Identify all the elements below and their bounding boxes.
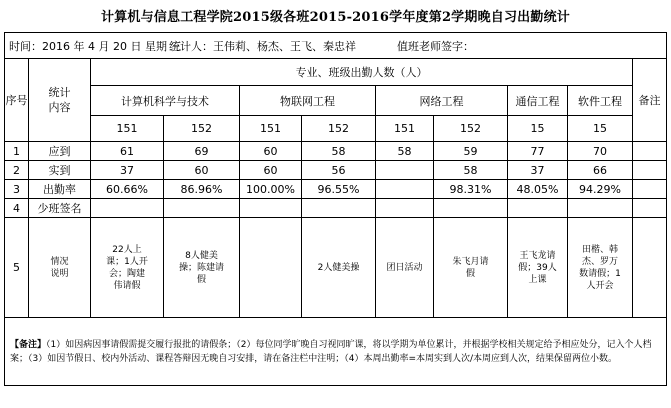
class-size: 15 (508, 116, 568, 142)
cell-value: 86.96% (164, 180, 240, 199)
cell-value (376, 180, 434, 199)
table-row (5, 218, 667, 318)
class-size: 151 (240, 116, 302, 142)
cell-value (376, 161, 434, 180)
cell-value: 8人健美 操；陈建请 假 (164, 218, 240, 318)
table-row (5, 199, 667, 218)
cell-value: 61 (91, 142, 164, 161)
stat-person-info: 统计人：王伟莉、杨杰、王飞、秦忠祥 (169, 39, 356, 53)
remark-cell (633, 218, 667, 318)
cell-value (240, 199, 302, 218)
cell-value (240, 218, 302, 318)
cell-value: 100.00% (240, 180, 302, 199)
cell-value: 60 (164, 161, 240, 180)
cell-value: 60 (240, 142, 302, 161)
cell-value: 66 (568, 161, 633, 180)
cell-value: 59 (434, 142, 508, 161)
remark-cell (633, 199, 667, 218)
major-header: 软件工程 (568, 86, 633, 116)
cell-value: 96.55% (302, 180, 376, 199)
cell-value: 团日活动 (376, 218, 434, 318)
date-info: 时间：2016 年 4 月 20 日 星期 三 (9, 39, 182, 53)
cell-value (164, 199, 240, 218)
cell-value: 58 (376, 142, 434, 161)
cell-value (91, 199, 164, 218)
cell-value: 77 (508, 142, 568, 161)
row-number: 4 (5, 199, 29, 218)
class-size: 151 (91, 116, 164, 142)
class-size: 151 (376, 116, 434, 142)
remark-cell (633, 142, 667, 161)
info-row (5, 33, 667, 59)
class-size: 152 (434, 116, 508, 142)
table-row (5, 161, 667, 180)
class-size: 15 (568, 116, 633, 142)
cell-value (302, 199, 376, 218)
cell-value: 37 (91, 161, 164, 180)
cell-value: 70 (568, 142, 633, 161)
class-size: 152 (302, 116, 376, 142)
row-label: 实到 (29, 161, 91, 180)
content-header: 统计 内容 (29, 59, 91, 142)
major-header: 物联网工程 (240, 86, 376, 116)
seq-header: 序号 (5, 59, 29, 142)
row-label: 情况 说明 (29, 218, 91, 318)
cell-value: 王飞龙请 假；39人 上课 (508, 218, 568, 318)
group-header: 专业、班级出勤人数（人） (91, 59, 633, 86)
attendance-table (4, 32, 667, 386)
table-row (5, 142, 667, 161)
major-header: 通信工程 (508, 86, 568, 116)
cell-value: 田楷、韩 杰、罗万 数请假；1 人开会 (568, 218, 633, 318)
cell-value: 94.29% (568, 180, 633, 199)
row-number: 5 (5, 218, 29, 318)
class-size: 152 (164, 116, 240, 142)
cell-value (568, 199, 633, 218)
cell-value: 60 (240, 161, 302, 180)
cell-value: 37 (508, 161, 568, 180)
page-title: 计算机与信息工程学院2015级各班2015-2016学年度第2学期晚自习出勤统计 (101, 10, 570, 25)
cell-value: 56 (302, 161, 376, 180)
major-header: 计算机科学与技术 (91, 86, 240, 116)
cell-value (434, 199, 508, 218)
row-label: 少班签名 (29, 199, 91, 218)
cell-value (376, 199, 434, 218)
row-number: 2 (5, 161, 29, 180)
cell-value: 朱飞月请 假 (434, 218, 508, 318)
row-number: 1 (5, 142, 29, 161)
remark-cell (633, 180, 667, 199)
row-label: 出勤率 (29, 180, 91, 199)
remarks-note (5, 318, 667, 386)
remark-cell (633, 161, 667, 180)
cell-value (508, 199, 568, 218)
table-row (5, 180, 667, 199)
cell-value: 69 (164, 142, 240, 161)
cell-value: 98.31% (434, 180, 508, 199)
cell-value: 22人上 课；1人开 会；陶建 伟请假 (91, 218, 164, 318)
cell-value: 58 (302, 142, 376, 161)
cell-value: 60.66% (91, 180, 164, 199)
teacher-sign-info: 值班老师签字： (397, 39, 474, 53)
note-text: （1）如因病因事请假需提交履行报批的请假条；（2）每位同学旷晚自习视同旷课，将以学期为单位累计，并根据学校相关规定给予相应处分，记入个人档案；（3）如因节假日、校内外活动、课程答辩因无晚自习安排，请在备注栏中注明；（4）本周出勤率=本周实到人次/本周应到人次，结果保留两位小数。 (10, 339, 652, 364)
cell-value: 2人健美操 (302, 218, 376, 318)
cell-value: 48.05% (508, 180, 568, 199)
cell-value: 58 (434, 161, 508, 180)
row-number: 3 (5, 180, 29, 199)
row-label: 应到 (29, 142, 91, 161)
remark-header: 备注 (633, 59, 667, 142)
major-header: 网络工程 (376, 86, 508, 116)
note-label: 【备注】 (10, 339, 47, 350)
